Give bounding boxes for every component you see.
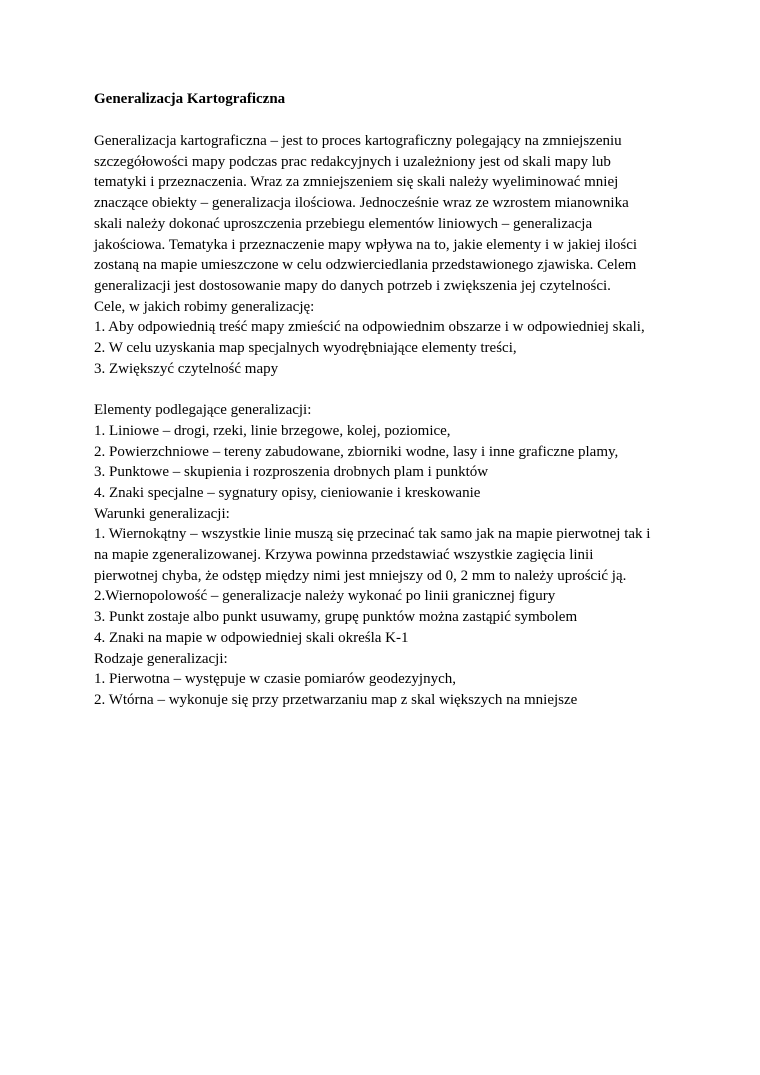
- conditions-heading: Warunki generalizacji:: [94, 505, 230, 522]
- types-heading: Rodzaje generalizacji:: [94, 650, 228, 667]
- spacer: [94, 379, 724, 400]
- conditions-item: 1. Wiernokątny – wszystkie linie muszą się przecinać tak samo jak na mapie pierwotnej tak i: [94, 526, 651, 543]
- elements-item: 1. Liniowe – drogi, rzeki, linie brzegowe, kolej, poziomice,: [94, 422, 451, 439]
- intro-line: tematyki i przeznaczenia. Wraz za zmniejszeniem się skali należy wyeliminować mniej: [94, 174, 619, 191]
- elements-item: 4. Znaki specjalne – sygnatury opisy, cieniowanie i kreskowanie: [94, 484, 481, 501]
- conditions-item: 2.Wiernopolowość – generalizacje należy wykonać po linii granicznej figury: [94, 588, 556, 605]
- document-page: [94, 89, 724, 711]
- types-section: [94, 649, 724, 711]
- elements-item: 2. Powierzchniowe – tereny zabudowane, zbiorniki wodne, lasy i inne graficzne plamy,: [94, 443, 619, 460]
- document-title: Generalizacja Kartograficzna: [94, 91, 286, 107]
- intro-line: znaczące obiekty – generalizacja ilościowa. Jednocześnie wraz ze wzrostem mianownika: [94, 195, 629, 212]
- intro-line: generalizacji jest dostosowanie mapy do danych potrzeb i zwiększenia jej czytelności.: [94, 277, 611, 294]
- intro-line: zostaną na mapie umieszczone w celu odzwierciedlania przedstawionego zjawiska. Celem: [94, 257, 637, 274]
- goals-section: [94, 297, 724, 380]
- elements-item: 3. Punktowe – skupienia i rozproszenia drobnych plam i punktów: [94, 464, 489, 481]
- intro-line: jakościowa. Tematyka i przeznaczenie mapy wpływa na to, jakie elementy i w jakiej ilości: [94, 236, 638, 253]
- elements-section: [94, 400, 724, 504]
- types-item: 2. Wtórna – wykonuje się przy przetwarzaniu map z skal większych na mniejsze: [94, 691, 578, 708]
- goals-item: 2. W celu uzyskania map specjalnych wyodrębniające elementy treści,: [94, 340, 517, 357]
- conditions-item: na mapie zgeneralizowanej. Krzywa powinna przedstawiać wszystkie zagięcia linii: [94, 547, 594, 564]
- conditions-section: [94, 504, 724, 649]
- goals-item: 3. Zwiększyć czytelność mapy: [94, 360, 279, 377]
- intro-line: szczegółowości mapy podczas prac redakcyjnych i uzależniony jest od skali mapy lub: [94, 153, 611, 170]
- types-item: 1. Pierwotna – występuje w czasie pomiarów geodezyjnych,: [94, 671, 456, 688]
- goals-item: 1. Aby odpowiednią treść mapy zmieścić na odpowiednim obszarze i w odpowiedniej skali,: [94, 319, 645, 336]
- conditions-item: pierwotnej chyba, że odstęp między nimi jest mniejszy od 0, 2 mm to należy uprościć ją.: [94, 567, 627, 584]
- intro-line: skali należy dokonać uproszczenia przebiegu elementów liniowych – generalizacja: [94, 215, 593, 232]
- elements-heading: Elementy podlegające generalizacji:: [94, 402, 312, 419]
- goals-heading: Cele, w jakich robimy generalizację:: [94, 298, 315, 315]
- intro-line: Generalizacja kartograficzna – jest to proces kartograficzny polegający na zmniejszeniu: [94, 133, 622, 149]
- conditions-item: 4. Znaki na mapie w odpowiedniej skali określa K-1: [94, 629, 409, 646]
- intro-paragraph: [94, 131, 724, 297]
- spacer: [94, 110, 724, 131]
- conditions-item: 3. Punkt zostaje albo punkt usuwamy, grupę punktów można zastąpić symbolem: [94, 609, 578, 626]
